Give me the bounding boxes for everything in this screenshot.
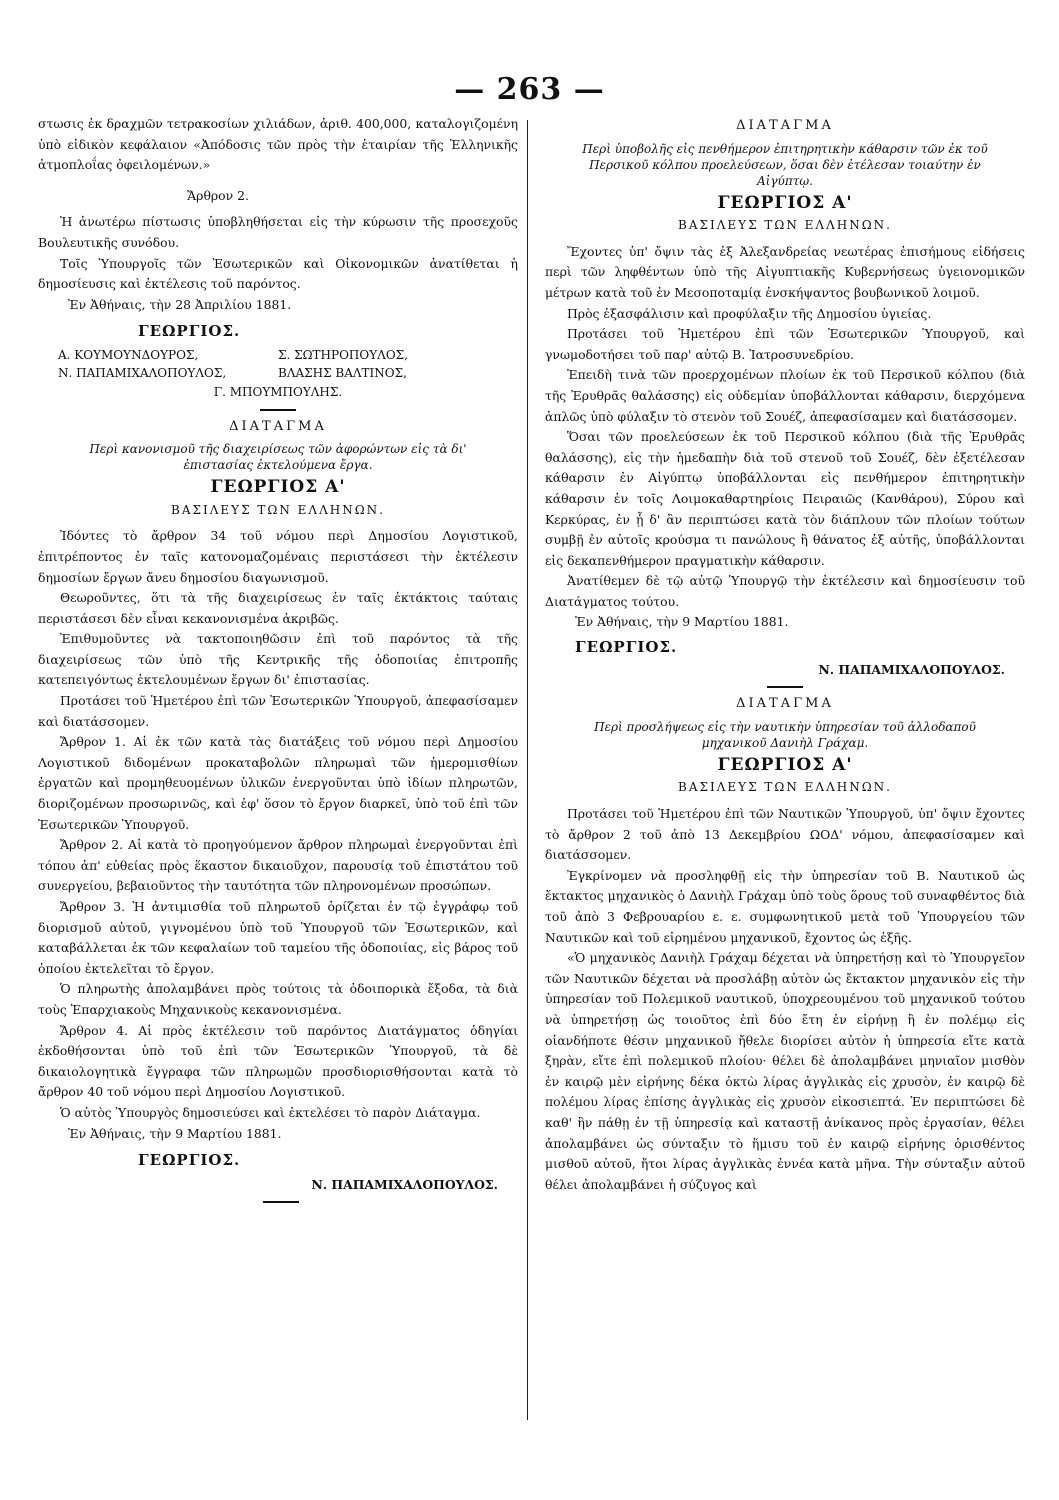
king-title: ΒΑΣΙΛΕΥΣ ΤΩΝ ΕΛΛΗΝΩΝ. — [678, 218, 892, 233]
paragraph: Ὁ αὐτὸς Ὑπουργὸς δημοσιεύσει καὶ ἐκτελέσει τὸ παρὸν Διάταγμα. — [60, 1104, 481, 1120]
decree-subject: Περὶ προσλήψεως εἰς τὴν ναυτικὴν ὑπηρεσίαν τοῦ ἀλλοδαποῦ μηχανικοῦ Δανιὴλ Γράχαμ. — [594, 719, 976, 750]
article-1: Ἄρθρον 1. Αἱ ἐκ τῶν κατὰ τὰς διατάξεις τοῦ νόμου περὶ Δημοσίου Λογιστικοῦ διδομένων προκαταβολῶν πληρωμαὶ τῶν ἡμερομισθίων ἐργατῶν καὶ προμηθευομένων ὑλικῶν ἐνεργοῦνται ὑπὸ ἰδίων πληρωτῶν, διοριζομένων προσωρινῶς, καὶ ἐφ' ὅσον τὸ ἔργον διαρκεῖ, ὑπὸ τοῦ ἐπὶ τῶν Ἐσωτερικῶν Ὑπουργοῦ. — [38, 734, 518, 832]
minister-signature: Ν. ΠΑΠΑΜΙΧΑΛΟΠΟΥΛΟΣ. — [818, 661, 1005, 677]
decree-heading: ΔΙΑΤΑΓΜΑ — [736, 118, 834, 133]
decree-subject: Περὶ κανονισμοῦ τῆς διαχειρίσεως τῶν ἀφορώντων εἰς τὰ δι' ἐπιστασίας ἐκτελούμενα ἔργα. — [89, 442, 467, 473]
king-name: ΓΕΩΡΓΙΟΣ Α' — [717, 754, 853, 775]
paragraph: Ἰδόντες τὸ ἄρθρον 34 τοῦ νόμου περὶ Δημοσίου Λογιστικοῦ, ἐπιτρέποντος ἐν ταῖς κατονομαζομέναις περιστάσεσι τὴν ἐκτέλεσιν δημοσίων ἔργων ἄνευ δημοσίου διαγωνισμοῦ. — [38, 528, 518, 585]
column-divider — [527, 120, 528, 1420]
date-line: Ἐν Ἀθήναις, τὴν 28 Ἀπριλίου 1881. — [68, 296, 292, 312]
left-column — [38, 114, 518, 1209]
king-name: ΓΕΩΡΓΙΟΣ Α' — [717, 192, 853, 213]
paragraph: Ἐπειδὴ τινὰ τῶν προερχομένων πλοίων ἐκ τοῦ Περσικοῦ κόλπου (διὰ τῆς Ἐρυθρᾶς θαλάσσης) εἰς οὐδεμίαν ὑποβάλλονται κάθαρσιν, διερχόμενα ἁπλῶς ὑπὸ φύλαξιν τὸ στενὸν τοῦ Σουέζ, ἀπεφασίσαμεν καὶ διατάσσομεν. — [545, 367, 1025, 424]
paragraph: Προτάσει τοῦ Ἡμετέρου ἐπὶ τῶν Ναυτικῶν Ὑπουργοῦ, ὑπ' ὄψιν ἔχοντες τὸ ἄρθρον 2 τοῦ ἀπὸ 13 Δεκεμβρίου ΩΟΔ' νόμου, ἀπεφασίσαμεν καὶ διατάσσομεν. — [545, 806, 1025, 863]
paragraph: Ὅσαι τῶν προελεύσεων ἐκ τοῦ Περσικοῦ κόλπου (διὰ τῆς Ἐρυθρᾶς θαλάσσης), εἰς τὴν ἡμεδαπὴν διὰ τοῦ στενοῦ τοῦ Σουέζ, δὲν ἐξετέλεσαν κάθαρσιν ἐν Αἰγύπτῳ ὑποβάλλονται εἰς πενθήμερον ἐπιτηρητικὴν κάθαρσιν ἐν τοῖς Λοιμοκαθαρτηρίοις Πειραιῶς (Κανθάρου), Σύρου καὶ Κερκύρας, ἐν ᾗ δ' ἂν περιπτώσει κατὰ τὸν διάπλουν τῶν πλοίων τούτων συμβῇ ἐν αὐτοῖς κρούσμα τι πανώλους ἢ θάνατος ἐξ αὐτῆς, ὑποβάλλονται εἰς δεκαπενθήμερον πραγματικὴν κάθαρσιν. — [545, 429, 1025, 568]
separator — [260, 409, 296, 411]
article-heading: Ἄρθρον 2. — [187, 187, 249, 203]
paragraph: Πρὸς ἐξασφάλισιν καὶ προφύλαξιν τῆς Δημοσίου ὑγιείας. — [567, 305, 932, 321]
paragraph: Ἐπιθυμοῦντες νὰ τακτοποιηθῶσιν ἐπὶ τοῦ παρόντος τὰ τῆς διαχειρίσεως τῶν ὑπὸ τῆς Κεντρικῆς τῆς ὁδοποιίας ἐπιτροπῆς κατεπειγόντως ἐκτελουμένων ἔργων δι' ἐπιστασίας. — [38, 631, 518, 688]
article-3: Ἄρθρον 3. Ἡ ἀντιμισθία τοῦ πληρωτοῦ ὁρίζεται ἐν τῷ ἐγγράφῳ τοῦ διορισμοῦ αὐτοῦ, γιγνομένου ὑπὸ τοῦ Ὑπουργοῦ τῶν Ἐσωτερικῶν, καὶ καταβάλλεται ἐκ τῶν κεφαλαίων τοῦ ταμείου τῆς ὁδοποιίας, εἰς βάρος τοῦ ὁποίου ἐκτελεῖται τὸ ἔργον. — [38, 899, 518, 976]
article-4: Ἄρθρον 4. Αἱ πρὸς ἐκτέλεσιν τοῦ παρόντος Διατάγματος ὁδηγίαι ἐκδοθήσονται ὑπὸ τοῦ ἐπὶ τῶν Ἐσωτερικῶν Ὑπουργοῦ, τὰ δὲ δικαιολογητικὰ ἔγγραφα τῶν πληρωμῶν προσδιορισθήσονται κατὰ τὸ ἄρθρον 40 τοῦ νόμου περὶ Δημοσίου Λογιστικοῦ. — [38, 1022, 518, 1100]
decree-subject: Περὶ ὑποβολῆς εἰς πενθήμερον ἐπιτηρητικὴν κάθαρσιν τῶν ἐκ τοῦ Περσικοῦ κόλπου προελεύσεων, ὅσαι δὲν ἐτέλεσαν τοιαύτην ἐν Αἰγύπτῳ. — [582, 141, 988, 188]
paragraph: Ἔχοντες ὑπ' ὄψιν τὰς ἐξ Ἀλεξανδρείας νεωτέρας ἐπισήμους εἰδήσεις περὶ τῶν ληφθέντων ὑπὸ τῆς Αἰγυπτιακῆς Κυβερνήσεως ὑγειονομικῶν μέτρων κατὰ τοῦ ἐν Μεσοποταμίᾳ ἐνσκήψαντος βουβωνικοῦ λοιμοῦ. — [545, 243, 1025, 300]
signature: ΓΕΩΡΓΙΟΣ. — [138, 1151, 241, 1170]
date-line: Ἐν Ἀθήναις, τὴν 9 Μαρτίου 1881. — [68, 1125, 282, 1141]
separator — [767, 686, 803, 688]
paragraph: Προτάσει τοῦ Ἡμετέρου ἐπὶ τῶν Ἐσωτερικῶν Ὑπουργοῦ, καὶ γνωμοδοτήσει τοῦ παρ' αὐτῷ Β. Ἰατροσυνεδρίου. — [545, 326, 1025, 362]
minister-name: Γ. ΜΠΟΥΜΠΟΥΛΗΣ. — [213, 384, 343, 399]
right-column — [545, 114, 1025, 1195]
minister-name: Ν. ΠΑΠΑΜΙΧΑΛΟΠΟΥΛΟΣ, — [58, 365, 227, 380]
ministers-list — [38, 346, 518, 382]
paragraph: στωσις ἐκ δραχμῶν τετρακοσίων χιλιάδων, ἀριθ. 400,000, καταλογιζομένη ὑπὸ εἰδικὸν κεφάλαιον «Ἀπόδοσις τῶν πρὸς τὴν ἑταιρίαν τῆς Ἑλληνικῆς ἀτμοπλοΐας ὀφειλομένων.» — [38, 116, 518, 173]
signature: ΓΕΩΡΓΙΟΣ. — [575, 638, 678, 657]
decree-heading: ΔΙΑΤΑΓΜΑ — [229, 418, 327, 434]
paragraph: Τοῖς Ὑπουργοῖς τῶν Ἐσωτερικῶν καὶ Οἰκονομικῶν ἀνατίθεται ἡ δημοσίευσις καὶ ἐκτέλεσις τοῦ παρόντος. — [38, 255, 518, 292]
paragraph: Θεωροῦντες, ὅτι τὰ τῆς διαχειρίσεως ἐν ταῖς ἐκτάκτοις ταύταις περιστάσεσι δὲν εἶναι κεκανονισμένα ἀκριβῶς. — [38, 590, 518, 626]
signature: ΓΕΩΡΓΙΟΣ. — [138, 322, 241, 341]
page-number: — 263 — — [454, 72, 605, 107]
king-name: ΓΕΩΡΓΙΟΣ Α' — [210, 477, 346, 498]
minister-name: Σ. ΣΩΤΗΡΟΠΟΥΛΟΣ, — [278, 347, 408, 362]
decree-heading: ΔΙΑΤΑΓΜΑ — [736, 696, 834, 712]
king-title: ΒΑΣΙΛΕΥΣ ΤΩΝ ΕΛΛΗΝΩΝ. — [678, 780, 892, 795]
paragraph: Ἡ ἀνωτέρω πίστωσις ὑποβληθήσεται εἰς τὴν κύρωσιν τῆς προσεχοῦς Βουλευτικῆς συνόδου. — [38, 214, 518, 250]
paragraph: Προτάσει τοῦ Ἡμετέρου ἐπὶ τῶν Ἐσωτερικῶν Ὑπουργοῦ, ἀπεφασίσαμεν καὶ διατάσσομεν. — [38, 693, 518, 729]
minister-signature: Ν. ΠΑΠΑΜΙΧΑΛΟΠΟΥΛΟΣ. — [311, 1176, 498, 1192]
article-2: Ἄρθρον 2. Αἱ κατὰ τὸ προηγούμενον ἄρθρον πληρωμαὶ ἐνεργοῦνται ἐπὶ τόπου ἀπ' εὐθείας πρὸς ἕκαστον δικαιοῦχον, παρουσίᾳ τοῦ ἐπιστάτου τοῦ συνεργείου, βεβαιοῦντος τὴν ταυτότητα τῶν πληρονομένων προσώπων. — [38, 837, 518, 894]
paragraph: Ὁ πληρωτὴς ἀπολαμβάνει πρὸς τούτοις τὰ ὁδοιπορικὰ ἔξοδα, τὰ διὰ τοὺς Ἐπαρχιακοὺς Μηχανικοὺς κεκανονισμένα. — [38, 981, 518, 1017]
minister-name: ΒΛΑΣΗΣ ΒΑΛΤΙΝΟΣ, — [278, 365, 407, 380]
king-title: ΒΑΣΙΛΕΥΣ ΤΩΝ ΕΛΛΗΝΩΝ. — [171, 502, 385, 517]
paragraph: «Ὁ μηχανικὸς Δανιὴλ Γράχαμ δέχεται νὰ ὑπηρετήσῃ καὶ τὸ Ὑπουργεῖον τῶν Ναυτικῶν δέχεται νὰ προσλάβῃ αὐτὸν ὡς ἔκτακτον μηχανικὸν εἰς τὴν ὑπηρεσίαν τοῦ Πολεμικοῦ ναυτικοῦ, ὑποχρεουμένου τοῦ μηχανικοῦ τούτου νὰ ὑπηρετήσῃ ὡς τοιοῦτος ἐπὶ δύο ἔτη ἐν εἰρήνῃ ἢ ἐν πολέμῳ εἰς οἱανδήποτε θέσιν μηχανικοῦ ἤθελε διορίσει αὐτὸν ἡ ὑπηρεσία εἴτε κατὰ ξηρὰν, εἴτε ἐπὶ πολεμικοῦ πλοίου· θέλει δὲ ἀπολαμβάνει μηνιαῖον μισθὸν ἐν καιρῷ μὲν εἰρήνης δέκα ὀκτὼ λίρας ἀγγλικὰς εἰς χρυσὸν, ἐν καιρῷ δὲ πολέμου λίρας ἐπίσης ἀγγλικὰς εἰς χρυσὸν εἰκοσιεπτά. Ἐν περιπτώσει δὲ καθ' ἣν πάθῃ ἐν τῇ ὑπηρεσίᾳ καὶ καταστῇ ἀνίκανος πρὸς ἐργασίαν, θέλει ἀπολαμβάνει ὡς σύνταξιν τὸ ἥμισυ τοῦ ἐν καιρῷ εἰρήνης ὁρισθέντος μισθοῦ αὐτοῦ, ἤτοι λίρας ἀγγλικὰς ἐννέα κατὰ μῆνα. Τὴν σύνταξιν αὐτοῦ θέλει ἀπολαμβάνει ἡ σύζυγος καὶ — [545, 950, 1025, 1192]
paragraph: Ἐγκρίνομεν νὰ προσληφθῇ εἰς τὴν ὑπηρεσίαν τοῦ Β. Ναυτικοῦ ὡς ἔκτακτος μηχανικὸς ὁ Δανιὴλ Γράχαμ ὑπὸ τοὺς ὅρους τοῦ συναφθέντος διὰ τοῦ ἀπὸ 3 Φεβρουαρίου ε. ε. συμφωνητικοῦ μετὰ τοῦ Ὑπουργείου τῶν Ναυτικῶν καὶ τοῦ εἰρημένου μηχανικοῦ, ἔχοντος ὡς ἑξῆς. — [545, 867, 1025, 945]
minister-name: Α. ΚΟΥΜΟΥΝΔΟΥΡΟΣ, — [58, 347, 199, 362]
separator — [263, 1201, 299, 1203]
paragraph: Ἀνατίθεμεν δὲ τῷ αὐτῷ Ὑπουργῷ τὴν ἐκτέλεσιν καὶ δημοσίευσιν τοῦ Διατάγματος τούτου. — [545, 573, 1025, 609]
date-line: Ἐν Ἀθήναις, τὴν 9 Μαρτίου 1881. — [575, 614, 789, 630]
